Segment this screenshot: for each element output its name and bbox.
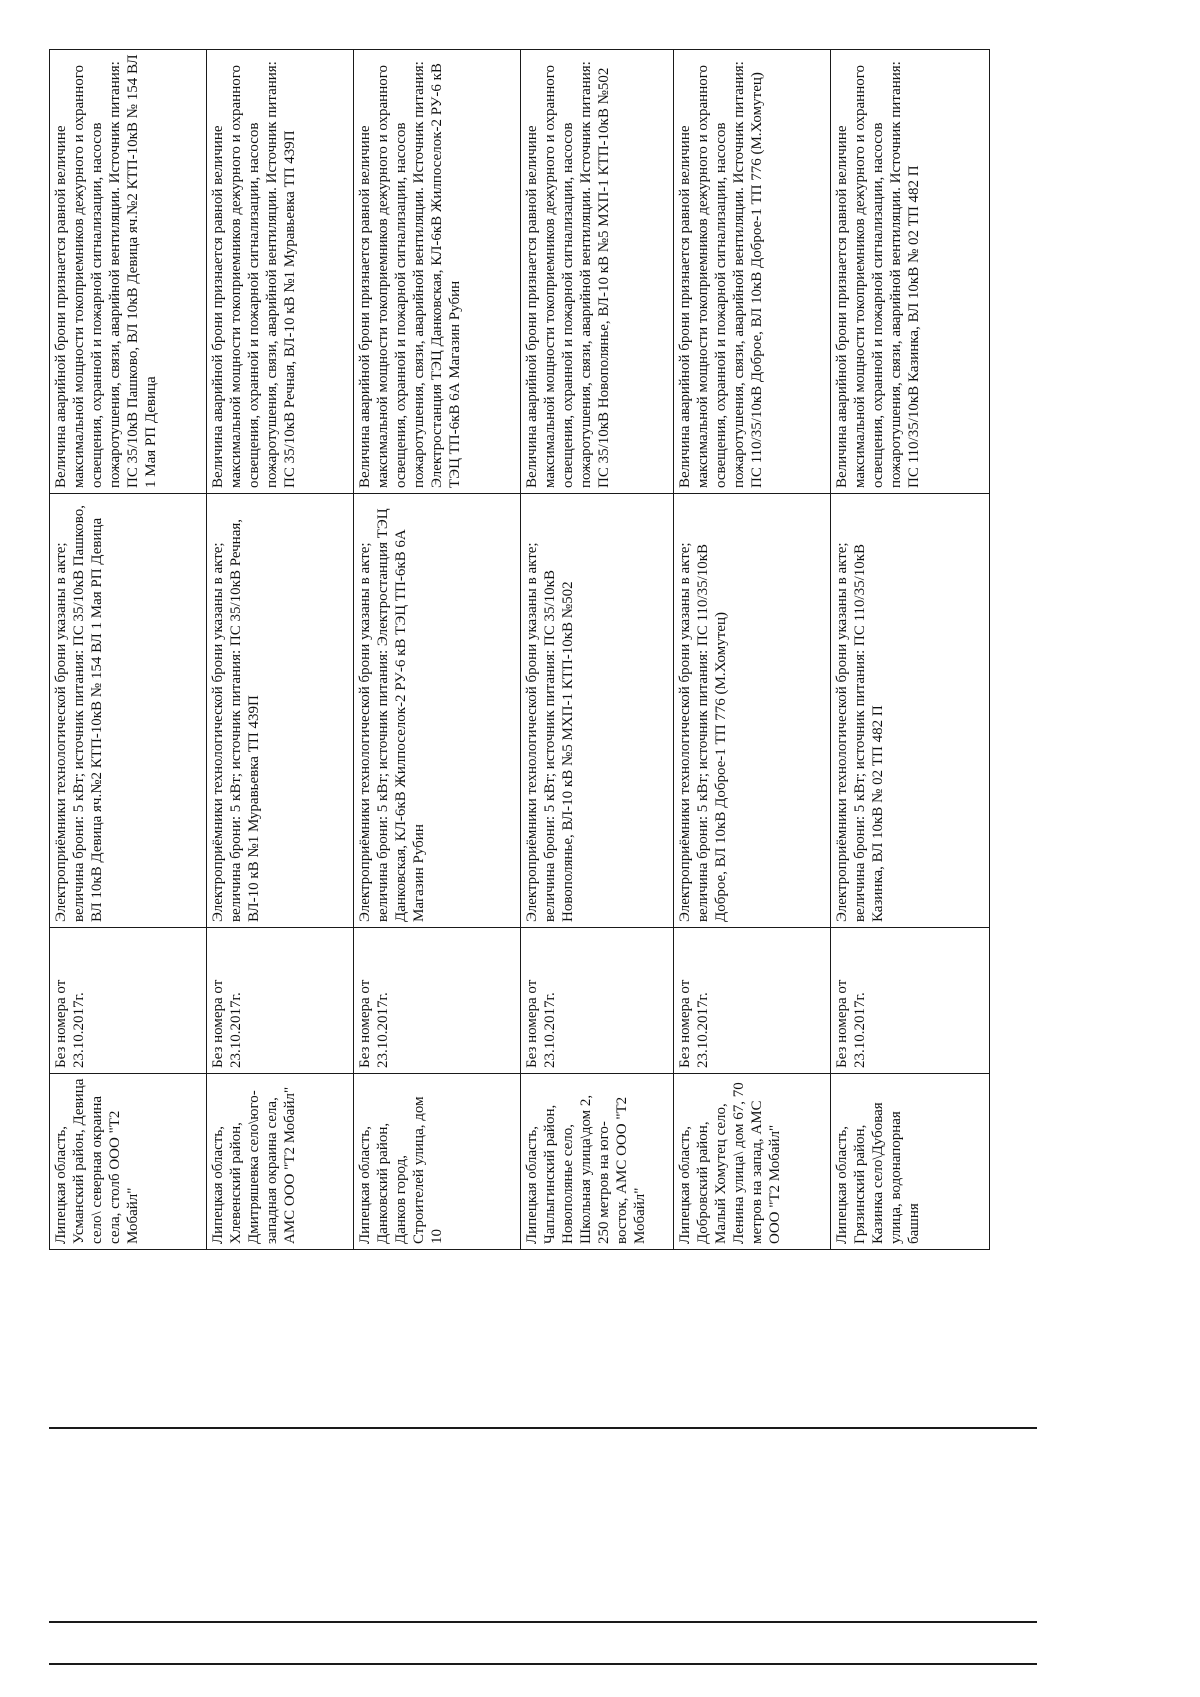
emergency-reserve-cell: Величина аварийной брони признается равной величине максимальной мощности токоприемников дежурного и охранного освещения, охранной и пожарной сигнализации, насосов пожаротушения, связи, аварийной вентиляции. Источник питания: ПС 35/10кВ Пашково, ВЛ 10кВ Девица яч.№2 КТП-10кВ № 154 ВЛ 1 Мая РП Девица bbox=[50, 50, 207, 494]
emergency-reserve-cell: Величина аварийной брони признается равной величине максимальной мощности токоприемников дежурного и охранного освещения, охранной и пожарной сигнализации, насосов пожаротушения, связи, аварийной вентиляции. Источник питания: Электростанция ТЭЦ Данковская, КЛ-6кВ Жилпоселок-2 РУ-6 кВ ТЭЦ ТП-6кВ 6А Магазин Рубин bbox=[354, 50, 521, 494]
table-row bbox=[207, 50, 354, 1250]
address-cell: Липецкая область, Чаплыгинский район, Новополянье село, Школьная улица\дом 2, 250 метров на юго-восток, АМС ООО "Т2 Мобайл" bbox=[521, 1074, 674, 1250]
power-supply-table bbox=[49, 49, 990, 1250]
act-cell: Без номера от 23.10.2017г. bbox=[354, 928, 521, 1074]
table-row bbox=[50, 50, 207, 1250]
table-row bbox=[831, 50, 990, 1250]
address-cell: Липецкая область, Усманский район, Девица село\ северная окраина села, столб ООО "Т2 Мобайл" bbox=[50, 1074, 207, 1250]
address-cell: Липецкая область, Хлевенский район, Дмитряшевка село\юго-западная окраина села, АМС ООО "Т2 Мобайл" bbox=[207, 1074, 354, 1250]
divider-line bbox=[49, 1663, 1037, 1665]
tech-reserve-cell: Электроприёмники технологической брони указаны в акте; величина брони: 5 кВт; источник питания: ПС 35/10кВ Пашково, ВЛ 10кВ Девица яч.№2 КТП-10кВ № 154 ВЛ 1 Мая РП Девица bbox=[50, 494, 207, 928]
emergency-reserve-cell: Величина аварийной брони признается равной величине максимальной мощности токоприемников дежурного и охранного освещения, охранной и пожарной сигнализации, насосов пожаротушения, связи, аварийной вентиляции. Источник питания: ПС 35/10кВ Речная, ВЛ-10 кВ №1 Муравьевка ТП 439П bbox=[207, 50, 354, 494]
tech-reserve-cell: Электроприёмники технологической брони указаны в акте; величина брони: 5 кВт; источник питания: ПС 110/35/10кВ Доброе, ВЛ 10кВ Доброе-1 ТП 776 (М.Хомутец) bbox=[674, 494, 831, 928]
tech-reserve-cell: Электроприёмники технологической брони указаны в акте; величина брони: 5 кВт; источник питания: ПС 35/10кВ Речная, ВЛ-10 кВ №1 Муравьевка ТП 439П bbox=[207, 494, 354, 928]
address-cell: Липецкая область, Данковский район, Данков город, Строителей улица, дом 10 bbox=[354, 1074, 521, 1250]
act-cell: Без номера от 23.10.2017г. bbox=[674, 928, 831, 1074]
tech-reserve-cell: Электроприёмники технологической брони указаны в акте; величина брони: 5 кВт; источник питания: ПС 35/10кВ Новополянье, ВЛ-10 кВ №5 МХП-1 КТП-10кВ №502 bbox=[521, 494, 674, 928]
table-row bbox=[521, 50, 674, 1250]
act-cell: Без номера от 23.10.2017г. bbox=[207, 928, 354, 1074]
address-cell: Липецкая область, Грязинский район, Казинка село\Дубовая улица, водонапорная башня bbox=[831, 1074, 990, 1250]
act-cell: Без номера от 23.10.2017г. bbox=[50, 928, 207, 1074]
emergency-reserve-cell: Величина аварийной брони признается равной величине максимальной мощности токоприемников дежурного и охранного освещения, охранной и пожарной сигнализации, насосов пожаротушения, связи, аварийной вентиляции. Источник питания: ПС 110/35/10кВ Казинка, ВЛ 10кВ № 02 ТП 482 П bbox=[831, 50, 990, 494]
address-cell: Липецкая область, Добровский район, Малый Хомутец село, Ленина улица\ дом 67, 70 метров на запад, АМС ООО "Т2 Мобайл" bbox=[674, 1074, 831, 1250]
emergency-reserve-cell: Величина аварийной брони признается равной величине максимальной мощности токоприемников дежурного и охранного освещения, охранной и пожарной сигнализации, насосов пожаротушения, связи, аварийной вентиляции. Источник питания: ПС 110/35/10кВ Доброе, ВЛ 10кВ Доброе-1 ТП 776 (М.Хомутец) bbox=[674, 50, 831, 494]
tech-reserve-cell: Электроприёмники технологической брони указаны в акте; величина брони: 5 кВт; источник питания: Электростанция ТЭЦ Данковская, КЛ-6кВ Жилпоселок-2 РУ-6 кВ ТЭЦ ТП-6кВ 6А Магазин Рубин bbox=[354, 494, 521, 928]
emergency-reserve-cell: Величина аварийной брони признается равной величине максимальной мощности токоприемников дежурного и охранного освещения, охранной и пожарной сигнализации, насосов пожаротушения, связи, аварийной вентиляции. Источник питания: ПС 35/10кВ Новополянье, ВЛ-10 кВ №5 МХП-1 КТП-10кВ №502 bbox=[521, 50, 674, 494]
divider-line bbox=[49, 1427, 1037, 1429]
act-cell: Без номера от 23.10.2017г. bbox=[831, 928, 990, 1074]
divider-line bbox=[49, 1621, 1037, 1623]
rotated-page-content bbox=[49, 50, 1019, 1250]
table-row bbox=[674, 50, 831, 1250]
act-cell: Без номера от 23.10.2017г. bbox=[521, 928, 674, 1074]
tech-reserve-cell: Электроприёмники технологической брони указаны в акте; величина брони: 5 кВт; источник питания: ПС 110/35/10кВ Казинка, ВЛ 10кВ № 02 ТП 482 П bbox=[831, 494, 990, 928]
table-row bbox=[354, 50, 521, 1250]
